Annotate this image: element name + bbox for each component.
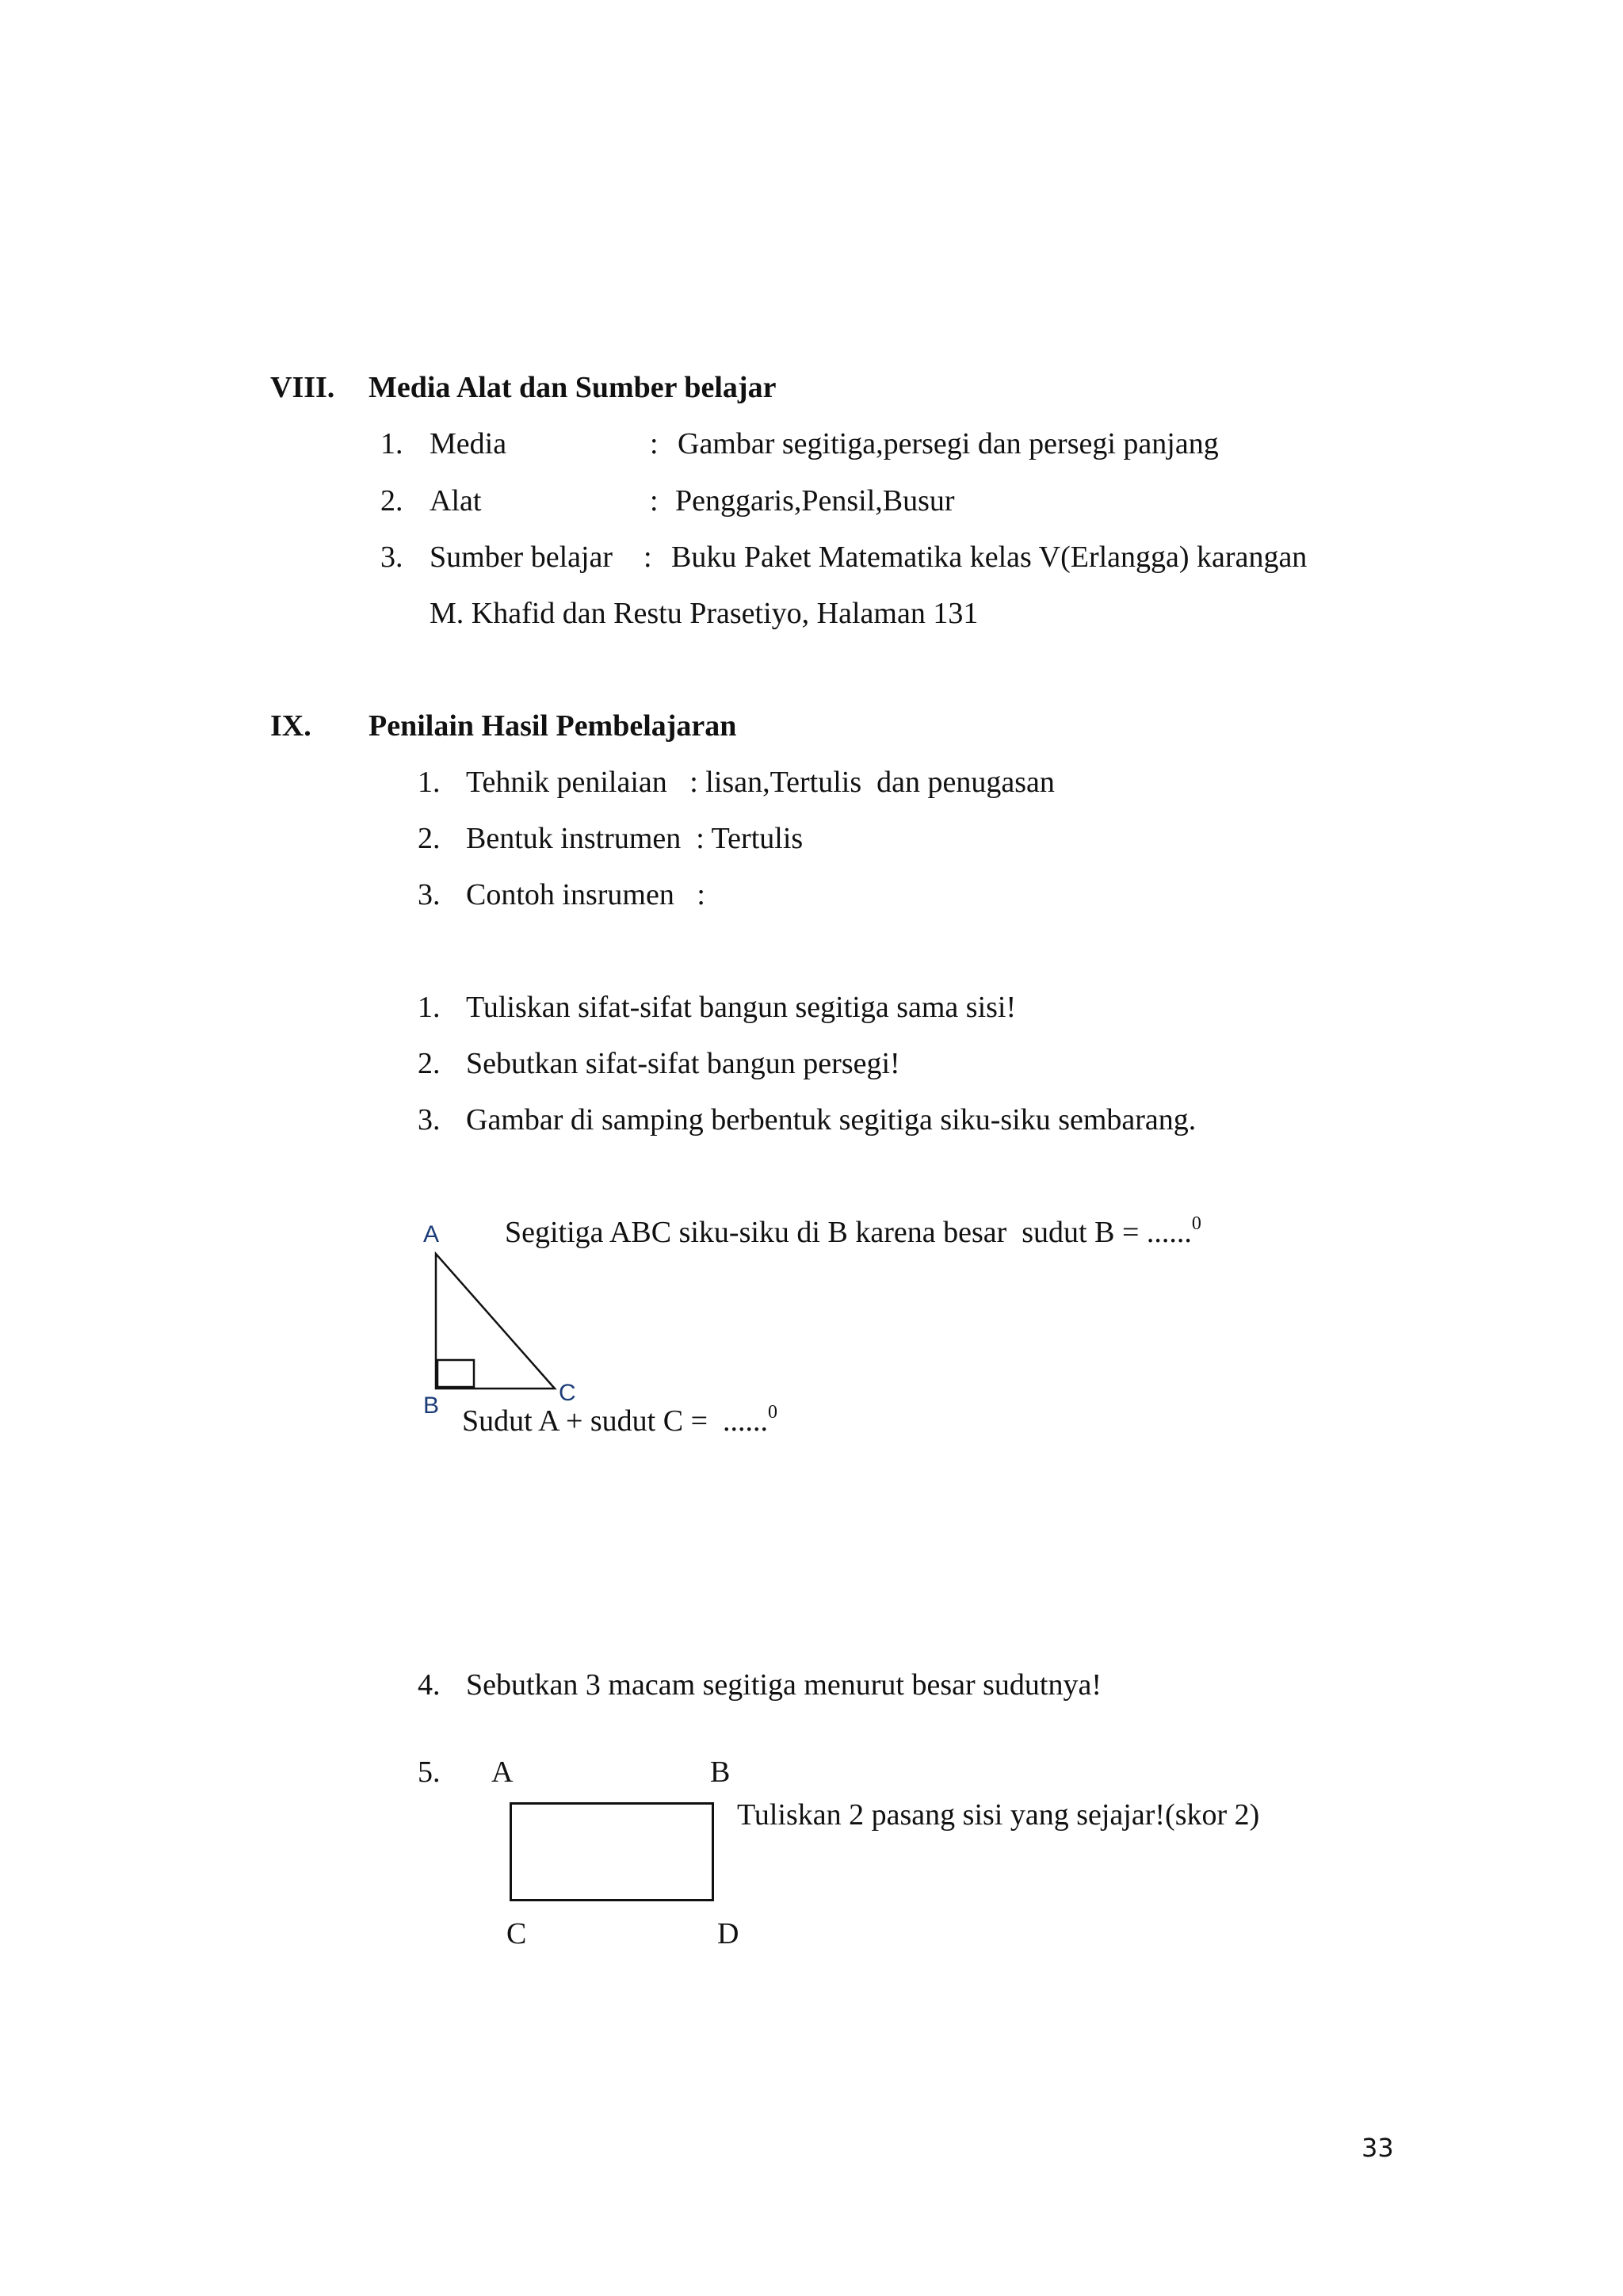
alat-number: 2. [380, 484, 403, 518]
teknik-number: 1. [418, 766, 441, 799]
triangle-vertex-b: B [423, 1392, 440, 1419]
media-number: 1. [380, 427, 403, 460]
question-5-text: Tuliskan 2 pasang sisi yang sejajar!(skor 2) [737, 1798, 1260, 1832]
bentuk-text: Bentuk instrumen : Tertulis [466, 822, 804, 855]
alat-label: Alat [430, 484, 482, 518]
triangle-statement-1 [505, 1214, 1201, 1251]
sumber-number: 3. [380, 541, 403, 574]
triangle-shape [436, 1254, 555, 1389]
alat-separator: : [650, 484, 659, 518]
rect-vertex-d: D [717, 1917, 739, 1950]
contoh-number: 3. [418, 878, 441, 911]
triangle-vertex-a: A [423, 1221, 440, 1247]
alat-value: Penggaris,Pensil,Busur [675, 484, 955, 518]
question-2-number: 2. [418, 1047, 441, 1080]
section-9-number: IX. [270, 709, 311, 743]
media-separator: : [650, 427, 659, 460]
question-1-number: 1. [418, 991, 441, 1024]
question-1-text: Tuliskan sifat-sifat bangun segitiga sama sisi! [466, 991, 1017, 1024]
rect-vertex-c: C [506, 1917, 527, 1950]
question-3-text: Gambar di samping berbentuk segitiga siku-siku sembarang. [466, 1103, 1197, 1137]
triangle-vertex-c: C [559, 1380, 576, 1406]
section-9-title: Penilain Hasil Pembelajaran [369, 709, 737, 743]
media-value: Gambar segitiga,persegi dan persegi panjang [678, 427, 1219, 460]
sumber-separator: : [643, 541, 652, 574]
question-2-text: Sebutkan sifat-sifat bangun persegi! [466, 1047, 900, 1080]
statement-1-text: Segitiga ABC siku-siku di B karena besar sudut B = ...... [505, 1216, 1192, 1249]
page-number: 33 [1361, 2133, 1394, 2163]
question-5-number: 5. [418, 1755, 441, 1789]
section-8-title: Media Alat dan Sumber belajar [369, 371, 777, 404]
media-label: Media [430, 427, 507, 460]
statement-2-text: Sudut A + sudut C = ...... [462, 1404, 768, 1438]
rect-vertex-a: A [491, 1755, 514, 1789]
bentuk-number: 2. [418, 822, 441, 855]
rectangle-abcd [510, 1802, 714, 1901]
contoh-text: Contoh insrumen : [466, 878, 705, 911]
rect-vertex-b: B [710, 1755, 731, 1789]
degree-sup-1: 0 [1191, 1213, 1201, 1234]
degree-sup-2: 0 [768, 1402, 777, 1423]
question-3-number: 3. [418, 1103, 441, 1137]
right-angle-marker [437, 1360, 474, 1387]
sumber-value: Buku Paket Matematika kelas V(Erlangga) karangan [671, 541, 1308, 574]
sumber-continuation: M. Khafid dan Restu Prasetiyo, Halaman 131 [430, 597, 979, 630]
triangle-statement-2 [462, 1403, 777, 1439]
teknik-text: Tehnik penilaian : lisan,Tertulis dan penugasan [466, 766, 1055, 799]
question-4-number: 4. [418, 1668, 441, 1702]
sumber-label: Sumber belajar [430, 541, 613, 574]
question-4-text: Sebutkan 3 macam segitiga menurut besar sudutnya! [466, 1668, 1102, 1702]
section-8-number: VIII. [270, 371, 335, 404]
